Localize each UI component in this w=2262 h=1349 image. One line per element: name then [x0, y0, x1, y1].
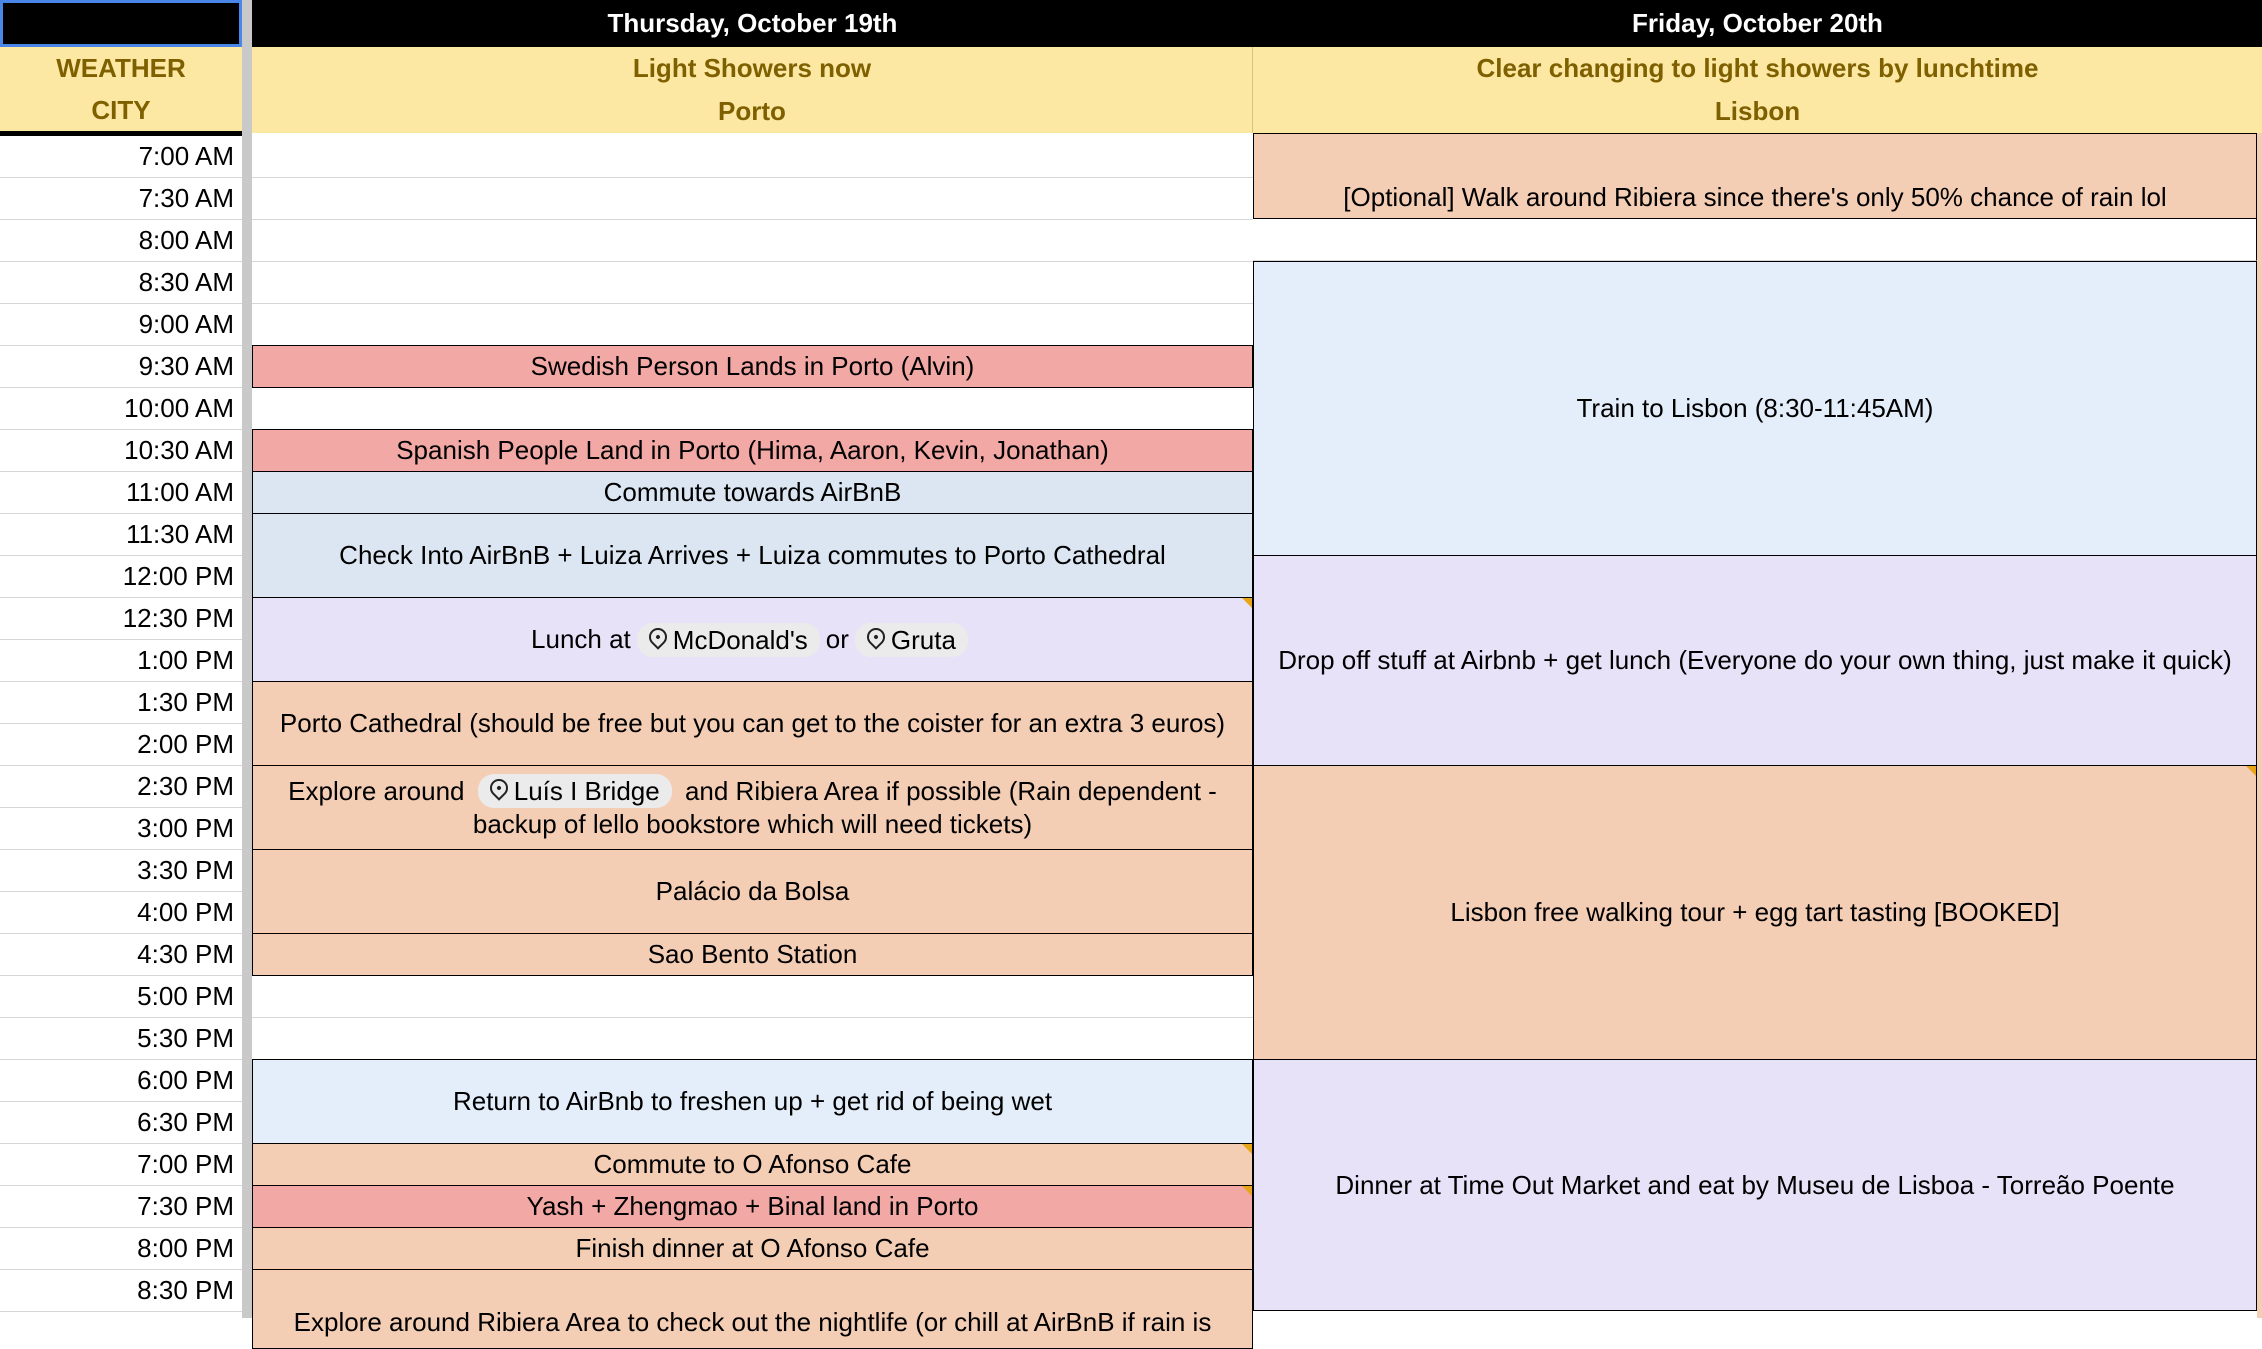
event-spanish-arrival[interactable]: Spanish People Land in Porto (Hima, Aaron, Kevin, Jonathan): [252, 429, 1253, 472]
time-slot-label[interactable]: 6:30 PM: [0, 1102, 242, 1144]
event-optional-walk[interactable]: [1253, 133, 2257, 219]
event-dinner-afonso[interactable]: Finish dinner at O Afonso Cafe: [252, 1227, 1253, 1270]
comment-corner-icon[interactable]: [1242, 598, 1252, 608]
time-slot-label[interactable]: 3:00 PM: [0, 808, 242, 850]
event-walking-tour[interactable]: [1253, 765, 2257, 1060]
event-palacio-bolsa[interactable]: Palácio da Bolsa: [252, 849, 1253, 934]
weather-label[interactable]: WEATHER: [0, 47, 242, 89]
yash-arrival-label: Yash + Zhengmao + Binal land in Porto: [526, 1191, 979, 1221]
optional-walk-label: [Optional] Walk around Ribiera since there's only 50% chance of rain lol: [1343, 182, 2167, 212]
commute-afonso-label: Commute to O Afonso Cafe: [593, 1149, 912, 1179]
nightlife-label: Explore around Ribiera Area to check out the nightlife (or chill at AirBnB if rain is: [293, 1307, 1212, 1337]
time-slot-label[interactable]: 7:00 AM: [0, 136, 242, 178]
event-explore-bridge[interactable]: [252, 765, 1253, 850]
time-slot-label[interactable]: 12:30 PM: [0, 598, 242, 640]
lunch-or: or: [825, 624, 849, 654]
time-slot-label[interactable]: 8:30 AM: [0, 262, 242, 304]
time-slot-label[interactable]: 8:30 PM: [0, 1270, 242, 1312]
time-slot-label[interactable]: 10:30 AM: [0, 430, 242, 472]
thursday-empty-cell[interactable]: [252, 304, 1253, 346]
place-chip-label: Luís I Bridge: [513, 776, 660, 806]
place-chip-luis-bridge[interactable]: [478, 774, 672, 808]
time-slot-label[interactable]: 5:00 PM: [0, 976, 242, 1018]
explore-suffix: and Ribiera Area if possible (Rain dependent - backup of lello bookstore which will need tickets): [472, 776, 1217, 839]
time-slot-label[interactable]: 12:00 PM: [0, 556, 242, 598]
weather-thursday[interactable]: Light Showers now: [252, 47, 1253, 89]
time-slot-label[interactable]: 5:30 PM: [0, 1018, 242, 1060]
thursday-empty-cell[interactable]: [252, 178, 1253, 220]
time-slot-label[interactable]: 7:30 PM: [0, 1186, 242, 1228]
time-slot-label[interactable]: 4:30 PM: [0, 934, 242, 976]
time-slot-label[interactable]: 9:00 AM: [0, 304, 242, 346]
event-yash-arrival[interactable]: [252, 1185, 1253, 1228]
weather-friday[interactable]: Clear changing to light showers by lunchtime: [1253, 47, 2262, 89]
time-slot-label[interactable]: 10:00 AM: [0, 388, 242, 430]
time-slot-label[interactable]: 7:00 PM: [0, 1144, 242, 1186]
map-pin-icon: [486, 775, 511, 800]
event-swedish-arrival[interactable]: Swedish Person Lands in Porto (Alvin): [252, 345, 1253, 388]
place-chip-gruta[interactable]: [855, 623, 968, 657]
thursday-empty-cell[interactable]: [252, 388, 1253, 430]
time-slot-label[interactable]: 11:00 AM: [0, 472, 242, 514]
comment-corner-icon[interactable]: [1242, 1186, 1252, 1196]
event-commute-airbnb[interactable]: Commute towards AirBnB: [252, 471, 1253, 514]
event-nightlife[interactable]: [252, 1269, 1253, 1349]
event-sao-bento[interactable]: Sao Bento Station: [252, 933, 1253, 976]
lunch-prefix: Lunch at: [531, 624, 631, 654]
time-slot-label[interactable]: 11:30 AM: [0, 514, 242, 556]
frozen-column-divider[interactable]: [242, 0, 252, 1318]
time-slot-label[interactable]: 9:30 AM: [0, 346, 242, 388]
thursday-empty-cell[interactable]: [252, 136, 1253, 178]
event-train-lisbon[interactable]: Train to Lisbon (8:30-11:45AM): [1253, 261, 2257, 556]
time-slot-label[interactable]: 3:30 PM: [0, 850, 242, 892]
event-porto-cathedral[interactable]: Porto Cathedral (should be free but you can get to the coister for an extra 3 euros): [252, 681, 1253, 766]
day-header-friday[interactable]: Friday, October 20th: [1253, 0, 2262, 47]
time-slot-label[interactable]: 2:00 PM: [0, 724, 242, 766]
time-slot-label[interactable]: 6:00 PM: [0, 1060, 242, 1102]
event-commute-afonso[interactable]: [252, 1143, 1253, 1186]
day-header-thursday[interactable]: Thursday, October 19th: [252, 0, 1253, 47]
time-slot-label[interactable]: 1:30 PM: [0, 682, 242, 724]
place-chip-label: McDonald's: [672, 624, 808, 655]
event-lunch[interactable]: [252, 597, 1253, 682]
map-pin-icon: [863, 624, 888, 649]
city-thursday[interactable]: Porto: [252, 89, 1253, 133]
map-pin-icon: [645, 624, 670, 649]
event-dropoff-lunch[interactable]: Drop off stuff at Airbnb + get lunch (Everyone do your own thing, just make it quick): [1253, 555, 2257, 766]
time-slot-label[interactable]: 2:30 PM: [0, 766, 242, 808]
time-slot-label[interactable]: 4:00 PM: [0, 892, 242, 934]
place-chip-label: Gruta: [890, 624, 956, 655]
thursday-empty-cell[interactable]: [252, 976, 1253, 1018]
time-slot-label[interactable]: 7:30 AM: [0, 178, 242, 220]
city-label[interactable]: CITY: [0, 89, 242, 131]
selected-cell-a1[interactable]: [0, 0, 242, 47]
walking-tour-label: Lisbon free walking tour + egg tart tasting [BOOKED]: [1450, 897, 2060, 927]
city-friday[interactable]: Lisbon: [1253, 89, 2262, 133]
time-slot-label[interactable]: 8:00 PM: [0, 1228, 242, 1270]
time-slot-label[interactable]: 8:00 AM: [0, 220, 242, 262]
explore-prefix: Explore around: [288, 776, 465, 806]
thursday-empty-cell[interactable]: [252, 1018, 1253, 1060]
event-checkin-airbnb[interactable]: Check Into AirBnB + Luiza Arrives + Luiza commutes to Porto Cathedral: [252, 513, 1253, 598]
thursday-empty-cell[interactable]: [252, 262, 1253, 304]
comment-corner-icon[interactable]: [2246, 766, 2256, 776]
place-chip-mcdonalds[interactable]: [637, 623, 820, 657]
event-dinner-timeout[interactable]: Dinner at Time Out Market and eat by Museu de Lisboa - Torreão Poente: [1253, 1059, 2257, 1312]
friday-empty-cell[interactable]: [1253, 219, 2257, 261]
next-column-sliver[interactable]: [2257, 133, 2262, 1318]
thursday-empty-cell[interactable]: [252, 220, 1253, 262]
event-freshen-up[interactable]: Return to AirBnb to freshen up + get rid of being wet: [252, 1059, 1253, 1144]
comment-corner-icon[interactable]: [1242, 1144, 1252, 1154]
time-slot-label[interactable]: 1:00 PM: [0, 640, 242, 682]
